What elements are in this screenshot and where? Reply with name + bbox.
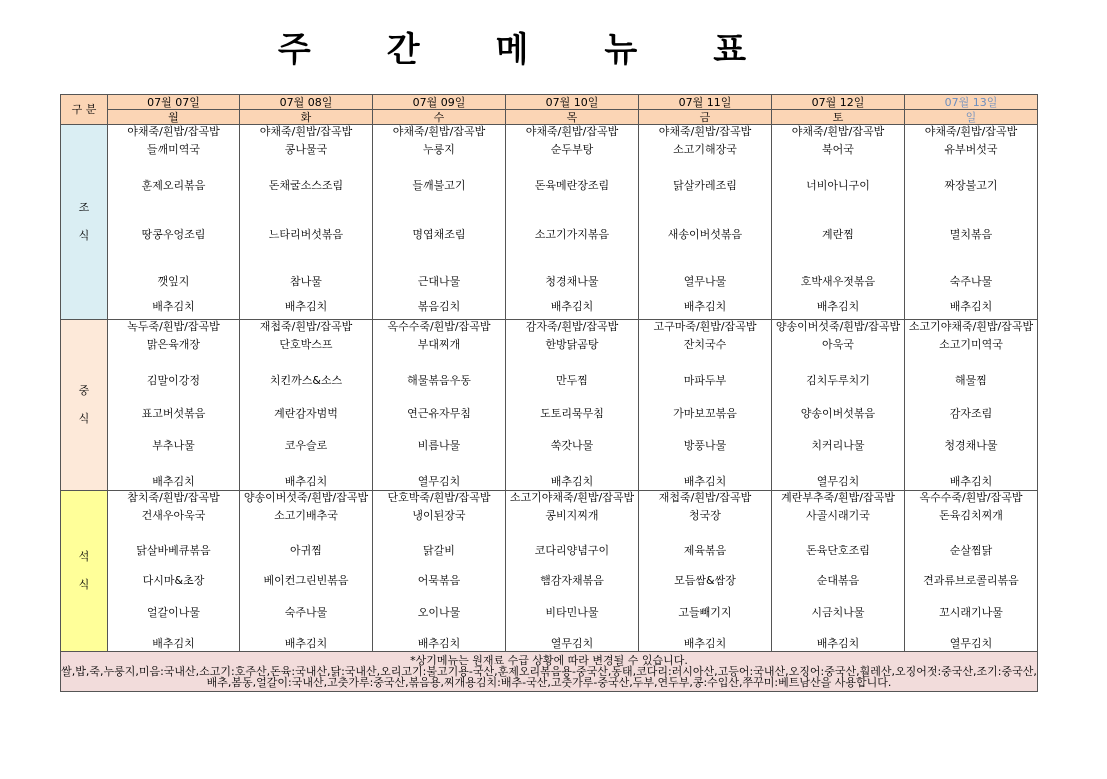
menu-cell-breakfast [373,125,506,320]
menu-item: 건새우아욱국 [141,509,206,522]
menu-item: 누룽지 [423,143,455,156]
menu-item: 소고기해장국 [673,143,737,156]
menu-item: 맑은육개장 [146,338,201,351]
menu-item: 열무김치 [816,475,860,488]
menu-cell-lunch [905,320,1038,491]
menu-cell-dinner [240,491,373,652]
menu-item: 얼갈이나물 [146,606,201,619]
menu-item: 짜장불고기 [944,179,998,192]
menu-item: 땅콩우엉조림 [141,228,206,241]
menu-item: 냉이된장국 [412,509,466,522]
menu-cell-dinner [772,491,905,652]
title-char: 주 [277,30,311,70]
menu-item: 고구마죽/흰밥/잡곡밥 [653,320,757,333]
menu-item: 배추김치 [949,475,993,488]
weekday-header: 수 [373,110,506,125]
menu-item: 제육볶음 [683,544,727,557]
menu-item: 잔치국수 [683,338,727,351]
menu-cell-lunch [108,320,240,491]
menu-cell-lunch [506,320,639,491]
corner-label: 구 분 [61,95,108,125]
meal-label-char: 식 [78,412,90,425]
menu-item: 순대볶음 [816,574,860,587]
menu-item: 아욱국 [822,338,854,351]
menu-item: 양송이버섯죽/흰밥/잡곡밥 [243,491,369,504]
meal-label-char: 석 [78,550,90,563]
menu-item: 닭살바베큐볶음 [136,544,211,557]
menu-item: 치커리나물 [811,439,865,452]
menu-item: 들깨불고기 [412,179,466,192]
menu-item: 소고기야채죽/흰밥/잡곡밥 [908,320,1034,333]
menu-item: 돈육단호조림 [806,544,870,557]
menu-cell-dinner [905,491,1038,652]
menu-item: 야채죽/흰밥/잡곡밥 [658,125,752,138]
title-char: 메 [495,30,529,70]
menu-item: 옥수수죽/흰밥/잡곡밥 [919,491,1023,504]
menu-item: 볶음김치 [417,300,461,313]
menu-item: 야채죽/흰밥/잡곡밥 [259,125,353,138]
menu-item: 배추김치 [284,300,328,313]
weekday-header: 월 [108,110,240,125]
date-header: 07월 09일 [373,95,506,110]
menu-item: 비타민나물 [545,606,599,619]
menu-item: 야채죽/흰밥/잡곡밥 [525,125,619,138]
menu-item: 야채죽/흰밥/잡곡밥 [392,125,486,138]
menu-cell-breakfast [772,125,905,320]
menu-item: 부대찌개 [417,338,461,351]
menu-item: 멸치볶음 [949,228,993,241]
menu-cell-dinner [373,491,506,652]
menu-cell-lunch [373,320,506,491]
date-header: 07월 08일 [240,95,373,110]
meal-label-char: 식 [78,229,90,242]
menu-item: 근대나물 [417,275,461,288]
menu-item: 꼬시래기나물 [939,606,1003,619]
menu-item: 야채죽/흰밥/잡곡밥 [924,125,1018,138]
menu-item: 어묵볶음 [417,574,461,587]
menu-item: 코다리양념구이 [534,544,610,557]
menu-item: 감자죽/흰밥/잡곡밥 [525,320,619,333]
menu-item: 콩나물국 [284,143,328,156]
menu-item: 해물찜 [955,374,987,387]
menu-item: 녹두죽/흰밥/잡곡밥 [127,320,220,333]
menu-cell-breakfast [506,125,639,320]
menu-item: 해물볶음우동 [407,374,471,387]
menu-item: 베이컨그린빈볶음 [263,574,349,587]
meal-label-lunch [61,320,108,491]
meal-label-dinner [61,491,108,652]
menu-item: 양송이버섯볶음 [800,407,876,420]
menu-item: 계란찜 [822,228,854,241]
menu-item: 소고기배추국 [274,509,338,522]
menu-cell-dinner [639,491,772,652]
menu-item: 재첩죽/흰밥/잡곡밥 [658,491,752,504]
menu-item: 오이나물 [417,606,461,619]
menu-item: 아귀찜 [290,544,322,557]
menu-item: 배추김치 [550,300,594,313]
menu-item: 청경채나물 [944,439,998,452]
menu-item: 비름나물 [417,439,461,452]
menu-cell-lunch [772,320,905,491]
menu-item: 소고기가지볶음 [534,228,610,241]
menu-item: 숙주나물 [284,606,328,619]
menu-item: 가마보꼬볶음 [673,407,737,420]
menu-item: 청경채나물 [545,275,599,288]
date-header: 07월 07일 [108,95,240,110]
menu-item: 깻잎지 [157,275,190,288]
footer-line: 배추,봄동,얼갈이:국내산,고춧가루:중국산,볶음용,찌개용김치:배추-국산,고춧가루-중국산,두부,연두부,콩:수입산,쭈꾸미:베트남산을 사용합니다. [206,676,892,689]
menu-cell-breakfast [240,125,373,320]
menu-item: 콩비지찌개 [545,509,599,522]
menu-item: 배추김치 [683,475,727,488]
menu-item: 유부버섯국 [944,143,998,156]
menu-item: 열무김치 [417,475,461,488]
menu-item: 청국장 [689,509,721,522]
menu-item: 김말이강정 [146,374,201,387]
menu-item: 배추김치 [683,637,727,650]
menu-item: 방풍나물 [683,439,727,452]
menu-item: 다시마&초장 [142,574,205,587]
menu-item: 들깨미역국 [146,143,201,156]
menu-item: 만두찜 [556,374,588,387]
menu-item: 숙주나물 [949,275,993,288]
page-title [0,22,1024,71]
menu-item: 단호박죽/흰밥/잡곡밥 [387,491,491,504]
menu-item: 쑥갓나물 [550,439,594,452]
menu-item: 계란부추죽/흰밥/잡곡밥 [781,491,895,504]
menu-item: 마파두부 [683,374,727,387]
weekday-header: 목 [506,110,639,125]
weekday-header: 금 [639,110,772,125]
menu-item: 북어국 [822,143,854,156]
menu-item: 참치죽/흰밥/잡곡밥 [127,491,220,504]
menu-cell-dinner [506,491,639,652]
menu-item: 부추나물 [152,439,195,452]
menu-item: 소고기야채죽/흰밥/잡곡밥 [509,491,635,504]
title-char: 뉴 [604,30,638,70]
menu-item: 견과류브로콜리볶음 [923,574,1019,587]
menu-item: 김치두루치기 [806,374,870,387]
title-char: 간 [386,30,420,70]
menu-cell-lunch [240,320,373,491]
menu-item: 치킨까스&소스 [269,374,343,387]
footer-line: *상기메뉴는 원재료 수급 상황에 따라 변경될 수 있습니다. [410,654,688,667]
menu-cell-lunch [639,320,772,491]
menu-item: 소고기미역국 [939,338,1003,351]
weekday-header: 화 [240,110,373,125]
title-char: 표 [713,30,747,70]
menu-cell-breakfast [905,125,1038,320]
date-header: 07월 10일 [506,95,639,110]
menu-item: 계란감자범벅 [274,407,338,420]
menu-item: 느타리버섯볶음 [268,228,344,241]
menu-item: 배추김치 [816,300,860,313]
menu-item: 햄감자채볶음 [540,574,604,587]
menu-item: 돈육김치찌개 [939,509,1003,522]
menu-item: 연근유자무침 [407,407,471,420]
menu-item: 배추김치 [417,637,461,650]
meal-label-char: 식 [78,578,90,591]
menu-item: 표고버섯볶음 [141,407,206,420]
weekly-menu-table [60,94,1038,692]
menu-item: 너비아니구이 [806,179,870,192]
menu-item: 닭살카레조림 [673,179,737,192]
menu-item: 사골시래기국 [806,509,870,522]
menu-item: 시금치나물 [811,606,865,619]
weekday-header: 일 [905,110,1038,125]
menu-item: 열무김치 [550,637,594,650]
menu-item: 훈제오리볶음 [141,179,206,192]
weekday-header: 토 [772,110,905,125]
menu-item: 새송이버섯볶음 [667,228,743,241]
menu-item: 배추김치 [152,475,195,488]
footer-line: 쌀,밥,죽,누룽지,미음:국내산,소고기:호주산,돈육:국내산,닭:국내산,오리고기:불고기용-국산,훈제오리볶음용-중국산,동태,코다리:러시아산,고등어:국내산,오징어:중국산,훨레산,오징어젓:중국산,조기:중국산, [61,665,1037,678]
menu-item: 배추김치 [683,300,727,313]
menu-item: 배추김치 [152,300,195,313]
meal-label-breakfast [61,125,108,320]
menu-cell-dinner [108,491,240,652]
menu-item: 배추김치 [550,475,594,488]
menu-item: 감자조림 [949,407,993,420]
menu-item: 한방닭곰탕 [545,338,599,351]
menu-item: 배추김치 [816,637,860,650]
menu-item: 배추김치 [949,300,993,313]
footer-notice [61,652,1038,692]
menu-item: 야채죽/흰밥/잡곡밥 [791,125,885,138]
meal-label-char: 조 [78,201,90,214]
meal-label-char: 중 [78,384,90,397]
date-header: 07월 11일 [639,95,772,110]
menu-item: 양송이버섯죽/흰밥/잡곡밥 [775,320,901,333]
date-header: 07월 13일 [905,95,1038,110]
menu-item: 돈채굴소스조림 [268,179,344,192]
menu-item: 순두부탕 [550,143,594,156]
date-header: 07월 12일 [772,95,905,110]
menu-item: 열무나물 [683,275,727,288]
menu-item: 열무김치 [949,637,993,650]
menu-item: 참나물 [290,275,322,288]
menu-cell-breakfast [108,125,240,320]
menu-item: 단호박스프 [279,338,333,351]
menu-item: 옥수수죽/흰밥/잡곡밥 [387,320,491,333]
menu-item: 배추김치 [284,637,328,650]
menu-item: 돈육메란장조림 [534,179,610,192]
menu-item: 야채죽/흰밥/잡곡밥 [127,125,220,138]
menu-item: 명엽채조림 [412,228,466,241]
menu-item: 배추김치 [152,637,195,650]
menu-item: 도토리묵무침 [540,407,604,420]
menu-item: 고들빼기지 [678,606,732,619]
menu-item: 배추김치 [284,475,328,488]
menu-item: 모듬쌈&쌈장 [674,574,736,587]
menu-item: 닭갈비 [423,544,455,557]
menu-item: 재첩죽/흰밥/잡곡밥 [259,320,353,333]
menu-item: 순살찜닭 [949,544,993,557]
menu-item: 호박새우젓볶음 [800,275,876,288]
menu-cell-breakfast [639,125,772,320]
menu-item: 코우슬로 [284,439,328,452]
